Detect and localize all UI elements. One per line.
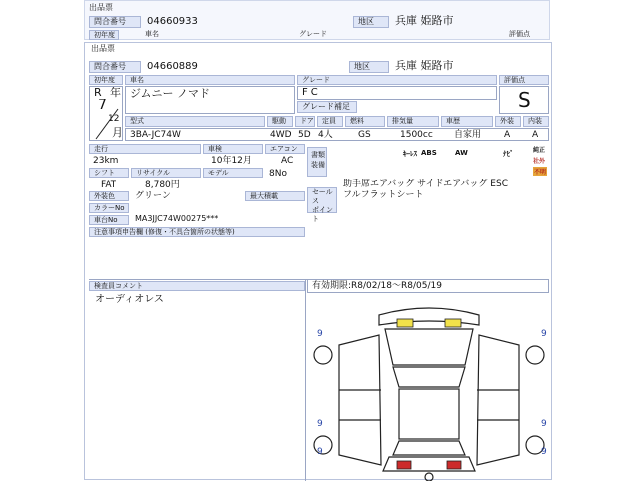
era: R <box>94 87 102 99</box>
car-name-box <box>125 86 295 114</box>
lot-value: 04660889 <box>147 61 198 72</box>
spec-interior: A <box>532 130 539 140</box>
spec-header-history: 車歴 <box>441 116 493 127</box>
sales-point-label: セールス ポイント <box>307 187 337 213</box>
ac-value: AC <box>281 156 294 166</box>
spec-header-row <box>125 116 549 127</box>
car-name: ジムニー ノマド <box>130 88 211 100</box>
bg-lot-value: 04660933 <box>147 16 198 27</box>
auction-sheet <box>84 42 552 480</box>
grade-value: FC <box>302 87 321 98</box>
year-box <box>89 86 123 141</box>
equip-abs-tag: ABS <box>421 149 437 157</box>
spec-drive: 4WD <box>270 130 292 140</box>
month-number: 12 <box>108 114 120 124</box>
spec-doors: 5D <box>298 130 311 140</box>
left-side-panels <box>339 335 381 465</box>
inspection-label: 車検 <box>203 144 263 154</box>
bg-model-label: 車名 <box>145 30 159 38</box>
tire-depth-fr: 9 <box>541 329 547 339</box>
region-value: 兵庫 姫路市 <box>395 60 454 72</box>
spec-header-exterior: 外装 <box>495 116 521 127</box>
bg-sheet <box>84 0 550 40</box>
model-code-value: 8No <box>269 169 287 179</box>
tire-depth-fl: 9 <box>317 329 323 339</box>
grade-box <box>297 86 497 100</box>
mileage-value: 23km <box>93 156 119 166</box>
bg-region-value: 兵庫 姫路市 <box>395 15 454 27</box>
validity-text: 有効期限:R8/02/18～R8/05/19 <box>312 281 442 291</box>
bg-region-label: 地区 <box>353 16 389 28</box>
wheel-front-left <box>314 346 332 364</box>
ext-color-label: 外装色 <box>89 191 129 201</box>
inspection-value: 10年12月 <box>211 156 252 166</box>
month-suffix: 月 <box>112 127 123 139</box>
wheel-front-right <box>526 346 544 364</box>
stamp-genuine: 純正 <box>533 147 546 154</box>
spec-header-type: 型式 <box>125 116 265 127</box>
spec-displacement: 1500cc <box>400 130 433 140</box>
grade-extra-label: グレード補足 <box>297 101 357 113</box>
equip-navi-tag: ﾅﾋﾞ <box>503 150 514 158</box>
lot-label: 問合番号 <box>89 61 141 73</box>
score-value: S <box>518 89 531 111</box>
bg-year-label: 初年度 <box>89 30 119 40</box>
bg-lot-label: 問合番号 <box>89 16 141 28</box>
year-suffix: 年 <box>110 87 121 99</box>
bg-sheet-title: 出品票 <box>89 3 113 12</box>
score-label: 評価点 <box>499 75 549 85</box>
model-label: 車名 <box>125 75 295 85</box>
spec-header-displacement: 排気量 <box>387 116 439 127</box>
tire-depth-rr: 9 <box>541 419 547 429</box>
recycle-label: リサイクル <box>131 168 201 178</box>
spec-header-doors: ドア <box>295 116 315 127</box>
doc-equip-label: 書類 装備 <box>307 147 327 177</box>
equip-aw-tag: AW <box>455 149 468 157</box>
spec-type: 3BA-JC74W <box>130 130 181 140</box>
spec-value-row <box>125 128 549 141</box>
year-divider <box>90 87 124 142</box>
region-label: 地区 <box>349 61 389 73</box>
ext-color-value: グリーン <box>135 191 171 201</box>
bg-grade-label: グレード <box>299 30 327 38</box>
model-code-label: モデル <box>203 168 263 178</box>
year-label: 初年度 <box>89 75 123 85</box>
spec-history: 自家用 <box>454 130 482 140</box>
validity-box <box>307 279 549 293</box>
stamp-unknown: 不明 <box>534 169 547 176</box>
shift-label: シフト <box>89 168 129 178</box>
diagram-divider <box>305 279 306 481</box>
stamp-aftermarket: 社外 <box>533 158 546 165</box>
car-damage-diagram <box>309 295 549 481</box>
front-bumper-mark-2 <box>445 319 461 327</box>
hood-panel <box>385 329 473 365</box>
ac-label: エアコン <box>265 144 305 154</box>
score-box <box>499 86 549 114</box>
mileage-label: 走行 <box>89 144 201 154</box>
chassis-label: 車台No <box>89 215 129 225</box>
windshield <box>393 367 465 387</box>
equip-keyless-tag: ｷｰﾚｽ <box>403 150 417 158</box>
spec-seats: 4人 <box>318 130 333 140</box>
recycle-value: 8,780円 <box>145 180 180 190</box>
color-no-label: カラーNo <box>89 203 129 213</box>
year-number: 7 <box>98 99 107 111</box>
front-bumper <box>379 308 479 325</box>
tire-depth-mr: 9 <box>541 447 547 457</box>
notes-label: 注意事項申告欄 (修復・不具合箇所の状態等) <box>89 227 305 237</box>
bg-score-label: 評価点 <box>509 30 530 38</box>
sheet-title: 出品票 <box>91 44 115 53</box>
roof-panel <box>399 389 459 439</box>
spec-header-interior: 内装 <box>523 116 549 127</box>
chassis-value: MA3JJC74W00275*** <box>135 214 219 223</box>
spec-fuel: GS <box>358 130 371 140</box>
right-side-panels <box>477 335 519 465</box>
grade-label: グレード <box>297 75 497 85</box>
spec-header-drive: 駆動 <box>267 116 293 127</box>
spec-header-seats: 定員 <box>317 116 343 127</box>
spec-exterior: A <box>504 130 511 140</box>
rear-glass <box>393 441 465 455</box>
rear-bumper-mark-2 <box>447 461 461 469</box>
max-load-label: 最大積載 <box>245 191 305 201</box>
inspector-value: オーディオレス <box>95 294 164 305</box>
tire-depth-ml: 9 <box>317 447 323 457</box>
rear-bumper-mark <box>397 461 411 469</box>
inspector-label: 検査員コメント <box>89 281 305 291</box>
sales-point-value: 助手席エアバッグ サイドエアバッグ ESC フルフラットシート <box>343 179 508 200</box>
tire-depth-rl: 9 <box>317 419 323 429</box>
front-bumper-mark <box>397 319 413 327</box>
shift-value: FAT <box>101 180 117 190</box>
spec-header-fuel: 燃料 <box>345 116 385 127</box>
